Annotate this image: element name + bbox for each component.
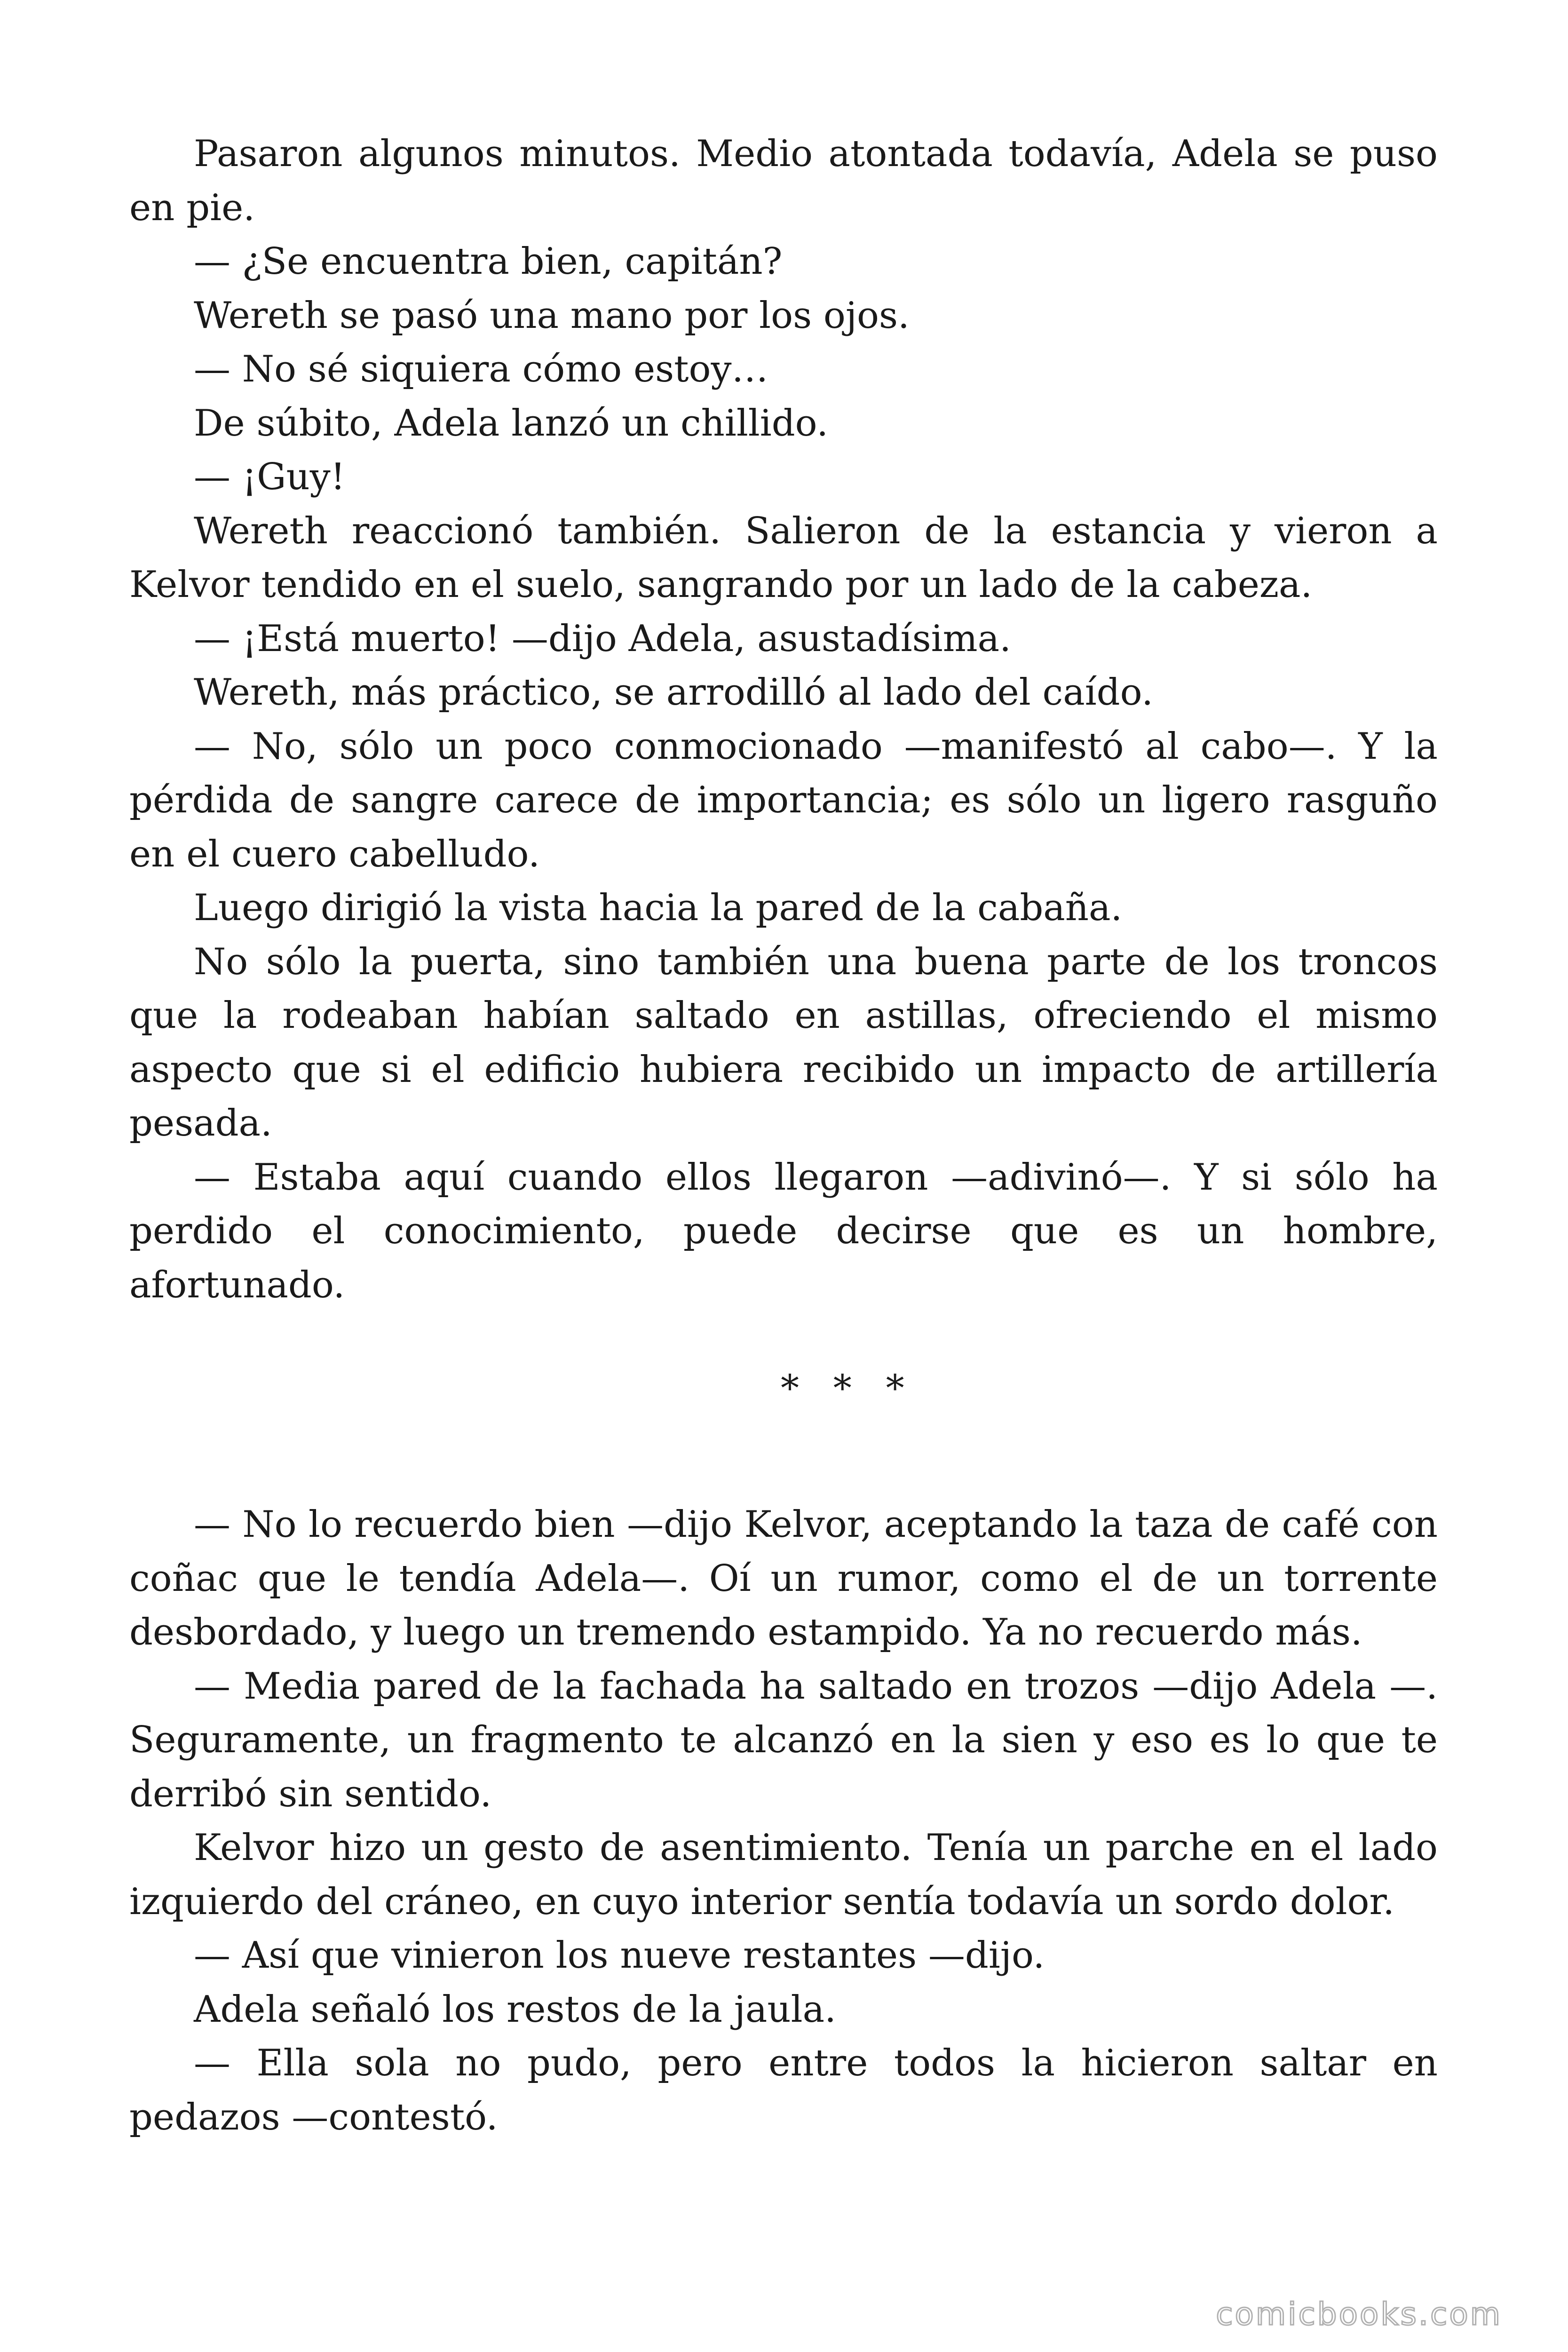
paragraph: Pasaron algunos minutos. Medio atontada todavía, Adela se puso en pie. [129,133,1438,229]
paragraph: — ¡Está muerto! —dijo Adela, asustadísima. [194,617,1011,660]
paragraph: Wereth se pasó una mano por los ojos. [194,294,910,337]
text-section-2 [129,1498,1438,2144]
text-section-1 [129,127,1438,1312]
paragraph: Luego dirigió la vista hacia la pared de la cabaña. [194,887,1123,929]
paragraph: — Ella sola no pudo, pero entre todos la hicieron saltar en pedazos —contestó. [129,2042,1438,2138]
paragraph: — No, sólo un poco conmocionado —manifestó al cabo—. Y la pérdida de sangre carece de importancia; es sólo un ligero rasguño en el cuero cabelludo. [129,725,1438,875]
paragraph: — No lo recuerdo bien —dijo Kelvor, aceptando la taza de café con coñac que le tendía Adela—. Oí un rumor, como el de un torrente desbordado, y luego un tremendo estampido. Ya no recuerdo más. [129,1503,1438,1653]
paragraph: — Media pared de la fachada ha saltado en trozos —dijo Adela —. Seguramente, un fragmento te alcanzó en la sien y eso es lo que te derribó sin sentido. [129,1665,1438,1815]
watermark: comicbooks.com [1216,2296,1502,2332]
paragraph: — Así que vinieron los nueve restantes —dijo. [194,1934,1045,1977]
paragraph: Adela señaló los restos de la jaula. [194,1988,836,2031]
paragraph: — ¡Guy! [194,456,346,498]
paragraph: — ¿Se encuentra bien, capitán? [194,240,783,283]
scene-break: * * * [781,1367,916,1410]
paragraph: — No sé siquiera cómo estoy… [194,348,768,390]
paragraph: — Estaba aquí cuando ellos llegaron —adivinó—. Y si sólo ha perdido el conocimiento, puede decirse que es un hombre, afortunado. [129,1156,1438,1306]
paragraph: Wereth, más práctico, se arrodilló al lado del caído. [194,671,1153,714]
paragraph: Wereth reaccionó también. Salieron de la estancia y vieron a Kelvor tendido en el suelo, sangrando por un lado de la cabeza. [129,509,1438,606]
paragraph: Kelvor hizo un gesto de asentimiento. Tenía un parche en el lado izquierdo del cráneo, en cuyo interior sentía todavía un sordo dolor. [129,1827,1438,1923]
paragraph: De súbito, Adela lanzó un chillido. [194,402,829,445]
paragraph: No sólo la puerta, sino también una buena parte de los troncos que la rodeaban habían saltado en astillas, ofreciendo el mismo aspecto que si el edificio hubiera recibido un impacto de artillería pesada. [129,940,1438,1144]
